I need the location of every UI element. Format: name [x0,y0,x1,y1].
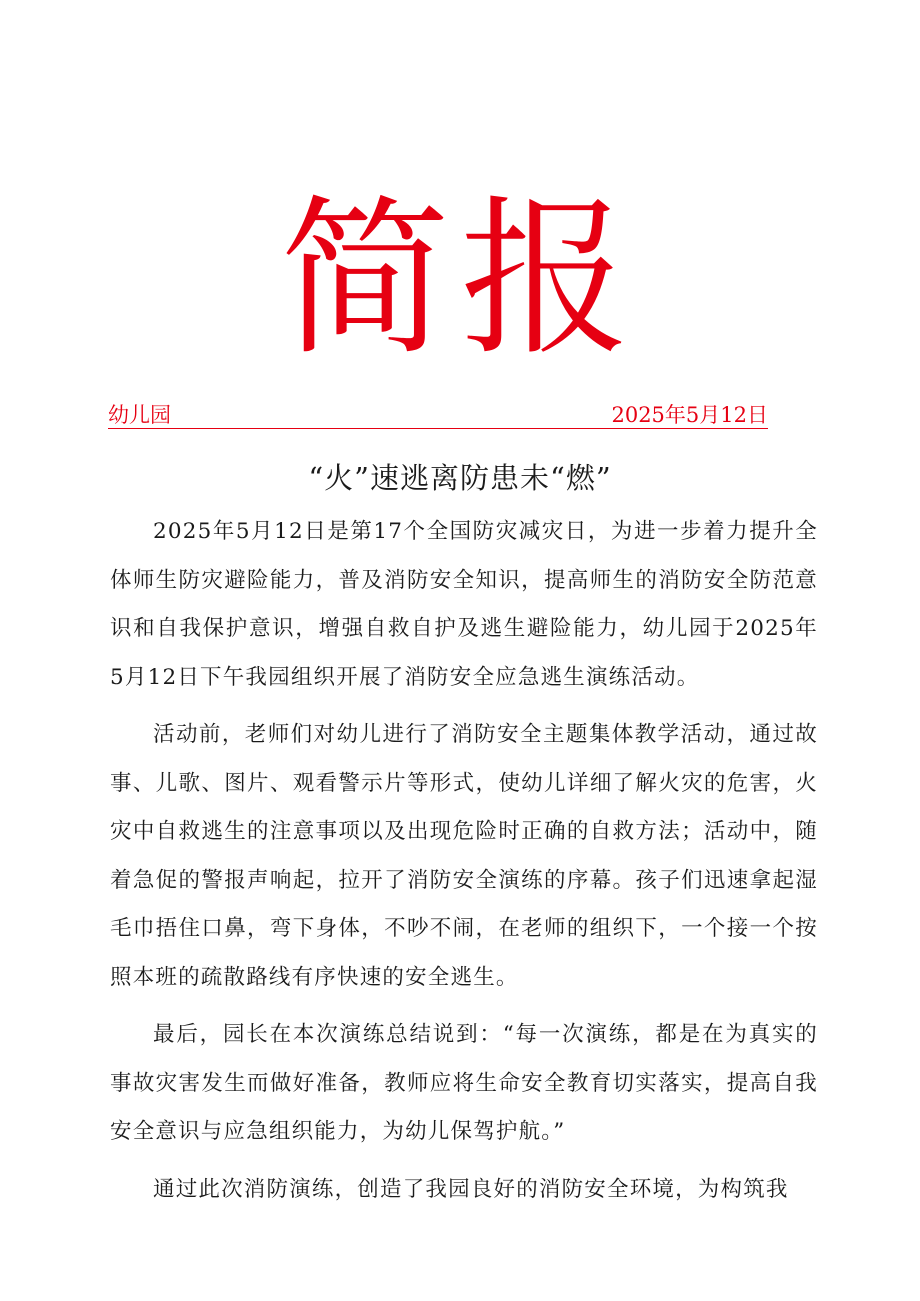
organization-name: 幼儿园 [108,403,171,427]
issue-date: 2025年5月12日 [611,403,768,427]
masthead-title: 简报 [279,181,640,379]
info-bar [108,402,768,429]
paragraph-4: 通过此次消防演练，创造了我园良好的消防安全环境，为构筑我 [153,1176,789,1202]
paragraph-2: 活动前，老师们对幼儿进行了消防安全主题集体教学活动，通过故事、儿歌、图片、观看警示片等形式，使幼儿详细了解火灾的危害，火灾中自救逃生的注意事项以及出现危险时正确的自救方法；活动中，随着急促的警报声响起，拉开了消防安全演练的序幕。孩子们迅速拿起湿毛巾捂住口鼻，弯下身体，不吵不闹，在老师的组织下，一个接一个按照本班的疏散路线有序快速的安全逃生。 [110,722,818,990]
article-headline: “火”速逃离防患未“燃” [308,461,612,495]
article-body [110,508,818,1214]
paragraph-3: 最后，园长在本次演练总结说到：“每一次演练，都是在为真实的事故灾害发生而做好准备，教师应将生命安全教育切实落实，提高自我安全意识与应急组织能力，为幼儿保驾护航。” [110,1022,818,1144]
paragraph-1: 2025年5月12日是第17个全国防灾减灾日，为进一步着力提升全体师生防灾避险能力，普及消防安全知识，提高师生的消防安全防范意识和自我保护意识，增强自救自护及逃生避险能力，幼儿园于2025年5月12日下午我园组织开展了消防安全应急逃生演练活动。 [110,519,818,690]
